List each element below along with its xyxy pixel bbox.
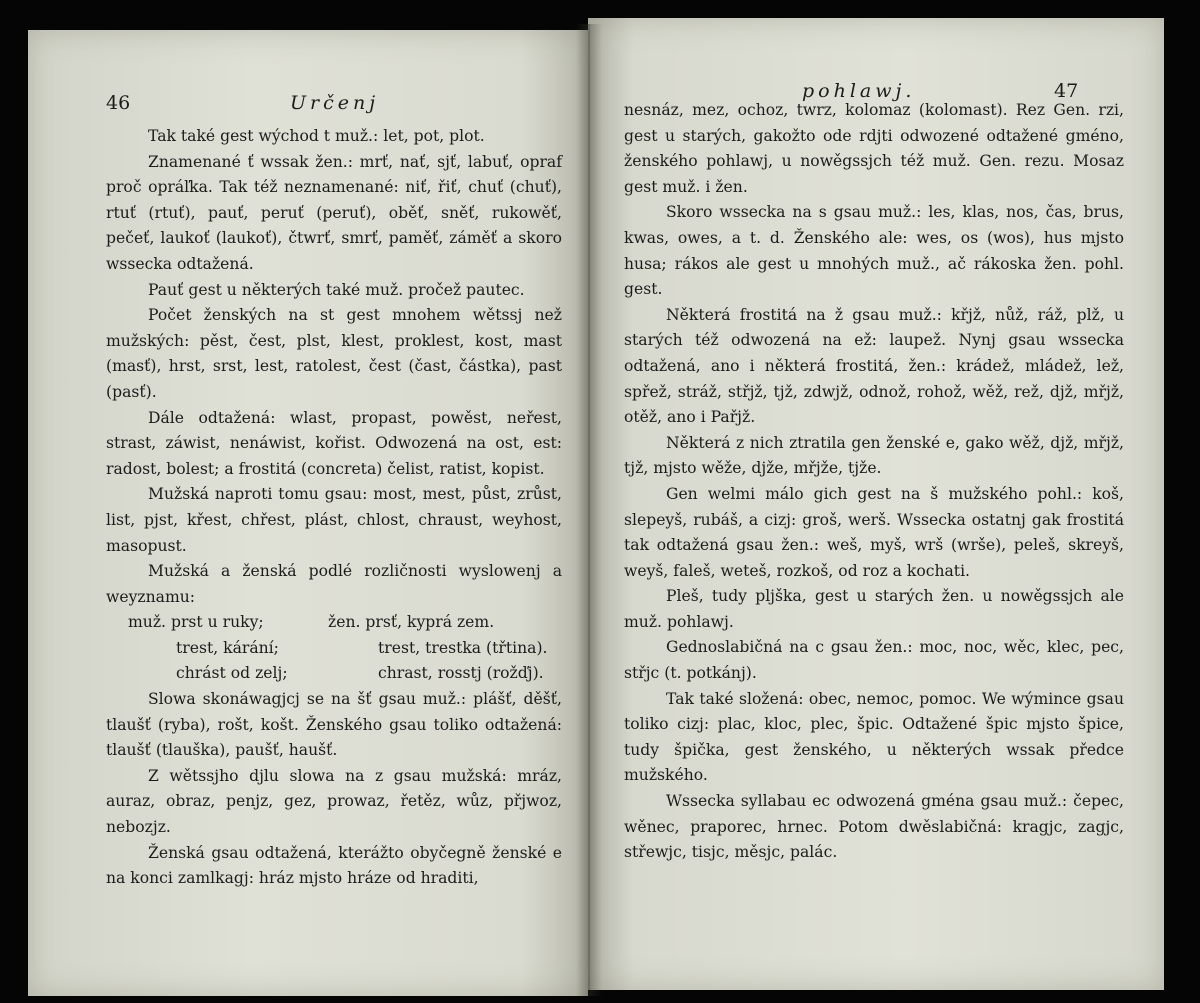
left-page-number: 46	[106, 92, 131, 114]
left-page-text	[106, 124, 562, 892]
book-spread	[28, 18, 1164, 998]
left-page	[28, 30, 588, 996]
paragraph: Některá frostitá na ž gsau muž.: křjž, nůž, ráž, plž, u starých též odwozená na ež: laupež. Nynj gsau wssecka odtažená, ano i některá frostitá, žen.: krádež, mládež, lež, spřež, stráž, střjž, tjž, zdwjž, odnož, rohož, wěž, rež, djž, mřjž, otěž, ano i Pařjž.	[624, 305, 1124, 427]
paragraph: Pauť gest u některých také muž. pročež pautec.	[148, 280, 525, 299]
paragraph: Pleš, tudy pljška, gest u starých žen. u nowěgssjch ale muž. pohlawj.	[624, 587, 1124, 631]
pair-row	[106, 610, 562, 636]
paragraph: Počet ženských na st gest mnohem wětssj než mužských: pěst, čest, plst, klest, proklest, kost, mast (masť), hrst, srst, lest, ratolest, čest (čast, částka), past (pasť).	[106, 306, 562, 401]
book-gutter	[576, 24, 602, 996]
paragraph: Mužská naproti tomu gsau: most, mest, půst, zrůst, list, pjst, křest, chřest, plást, chlost, chraust, weyhost, masopust.	[106, 485, 562, 555]
paragraph: Wssecka syllabau ec odwozená gména gsau muž.: čepec, wěnec, praporec, hrnec. Potom dwěslabičná: kragjc, zagjc, střewjc, tisjc, měsjc, palác.	[624, 792, 1124, 862]
paragraph: Některá z nich ztratila gen ženské e, gako wěž, djž, mřjž, tjž, mjsto wěže, djže, mřjže, tjže.	[624, 433, 1124, 478]
right-page-number: 47	[1054, 80, 1079, 102]
paragraph: Gen welmi málo gich gest na š mužského pohl.: koš, slepeyš, rubáš, a cizj: groš, werš. Wssecka ostatnj gak frostitá tak odtažená gsau žen.: weš, myš, wrš (wrše), peleš, skreyš, weyš, faleš, weteš, rozkoš, od roz a kochati.	[624, 484, 1124, 580]
right-page	[588, 18, 1164, 990]
pair-feminine: chrast, rosstj (rožďj).	[378, 664, 544, 683]
paragraph: Tak také složená: obec, nemoc, pomoc. We wýmince gsau toliko cizj: plac, kloc, plec, špic. Odtažené špic mjsto špice, tudy špička, gest ženského, u některých wssak předce mužského.	[624, 689, 1124, 785]
paragraph: Skoro wssecka na s gsau muž.: les, klas, nos, čas, brus, kwas, owes, a t. d. Ženského ale: wes, os (wos), hus mjsto husa; rákos ale gest u mnohých muž., ač rákoska žen. pohl. gest.	[624, 203, 1124, 299]
gender-pairs-table	[106, 610, 562, 687]
pair-row	[106, 636, 562, 662]
pair-row	[106, 661, 562, 687]
pair-masculine: chrást od zelj;	[176, 664, 288, 683]
paragraph: Ženská gsau odtažená, kterážto obyčegně ženské e na konci zamlkagj: hráz mjsto hráze od hraditi,	[106, 843, 562, 888]
paragraph: Slowa skonáwagjcj se na šť gsau muž.: plášť, děšť, tlaušť (ryba), rošt, košt. Ženského gsau toliko odtažená: tlaušť (tlauška), paušť, haušť.	[106, 690, 562, 760]
paragraph: Dále odtažená: wlast, propast, powěst, neřest, strast, záwist, nenáwist, kořist. Odwozená na ost, est: radost, bolest; a frostitá (concreta) čelist, ratist, kopist.	[106, 408, 562, 478]
pair-feminine: trest, trestka (třtina).	[378, 638, 548, 657]
left-running-head: Určenj	[290, 92, 380, 114]
right-running-head: pohlawj.	[802, 80, 916, 102]
paragraph: Z wětssjho djlu slowa na z gsau mužská: mráz, auraz, obraz, penjz, gez, prowaz, řetěz, wůz, přjwoz, nebozjz.	[106, 766, 562, 837]
paragraph: Mužská a ženská podlé rozličnosti wyslowenj a weyznamu:	[106, 562, 562, 606]
right-page-text	[624, 98, 1124, 866]
pair-masculine: trest, kárání;	[176, 638, 279, 657]
paragraph: nesnáz, mez, ochoz, twrz, kolomaz (kolomast). Rez Gen. rzi, gest u starých, gakožto ode rdjti odwozené odtažené gméno, ženského pohlawj, u nowěgssjch též muž. Gen. rezu. Mosaz gest muž. i žen.	[624, 101, 1124, 196]
paragraph: Gednoslabičná na c gsau žen.: moc, noc, wěc, klec, pec, střjc (t. potkánj).	[624, 638, 1124, 683]
paragraph: Tak také gest wýchod t muž.: let, pot, plot.	[148, 127, 485, 145]
pair-masculine: muž. prst u ruky;	[128, 613, 264, 632]
paragraph: Znamenané ť wssak žen.: mrť, nať, sjť, labuť, opraf proč opráľka. Tak též neznamenané: niť, řiť, chuť (chuť), rtuť (rtuť), pauť, peruť (peruť), oběť, sněť, rukowěť, pečeť, laukoť (laukoť), čtwrť, smrť, paměť, záměť a skoro wssecka odtažená.	[106, 152, 562, 273]
pair-feminine: žen. prsť, kyprá zem.	[328, 613, 495, 632]
